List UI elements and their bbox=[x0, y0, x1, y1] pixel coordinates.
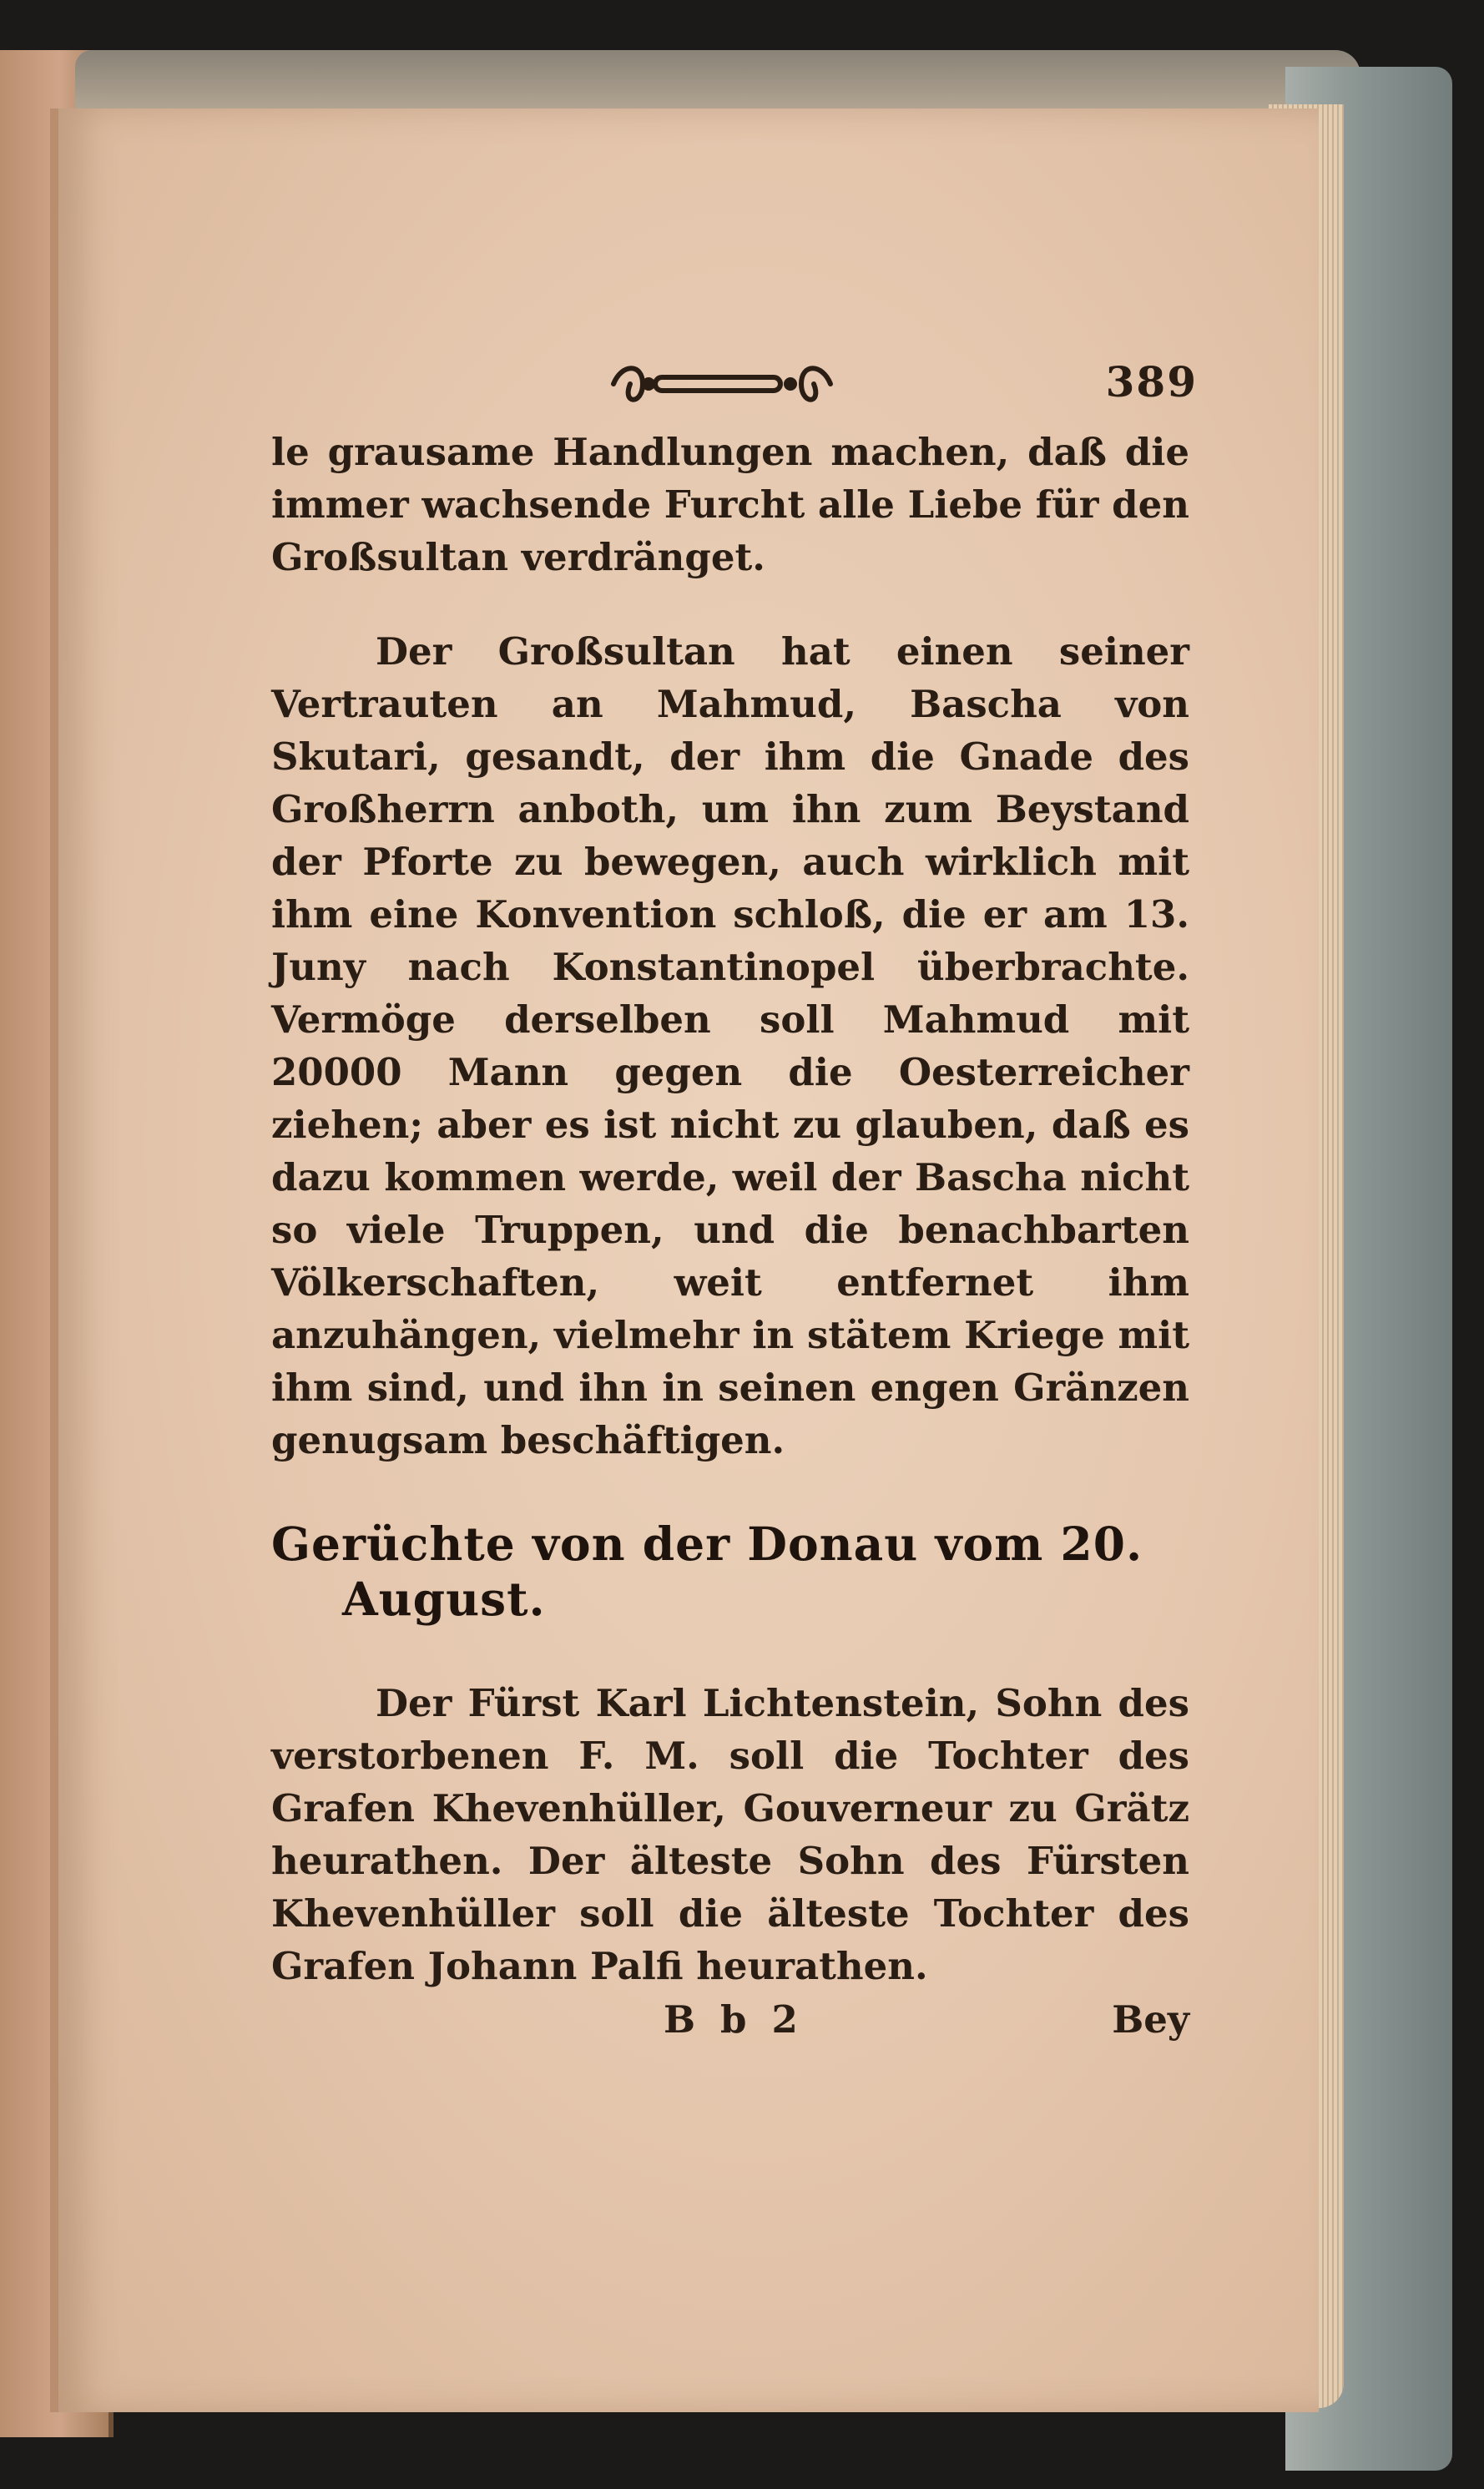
page-footer bbox=[271, 1997, 1189, 2064]
signature-mark: Bb2 bbox=[664, 1997, 823, 2042]
ornament-rule-icon bbox=[597, 351, 847, 417]
paragraph-continuation: le grausame Handlungen machen, daß die immer wachsende Furcht alle Liebe für den Großsultan verdränget. bbox=[271, 430, 1189, 579]
catchword: Bey bbox=[1112, 1997, 1189, 2042]
paragraph-skutari: Der Großsultan hat einen seiner Vertrauten an Mahmud, Bascha von Skutari, gesandt, der ihm die Gnade des Großherrn anboth, um ihn zum Beystand der Pforte zu bewegen, auch wirklich mit ihm eine Konvention schloß, die er am 13. Juny nach Konstantinopel überbrachte. Vermöge derselben soll Mahmud mit 20000 Mann gegen die Oesterreicher ziehen; aber es ist nicht zu glauben, daß es dazu kommen werde, weil der Bascha nicht so viele Truppen, und die benachbarten Völkerschaften, weit entfernet ihm anzuhängen, vielmehr in stätem Kriege mit ihm sind, und ihn in seinen engen Gränzen genugsam beschäftigen. bbox=[271, 629, 1189, 1462]
book-page bbox=[50, 109, 1319, 2412]
page-number: 389 bbox=[1105, 357, 1198, 406]
cover-top-edge bbox=[75, 50, 1360, 117]
page-header bbox=[271, 351, 1198, 426]
page-text-block bbox=[271, 351, 1198, 2064]
section-heading: Gerüchte von der Donau vom 20. August. bbox=[271, 1517, 1143, 1626]
paragraph-lichtenstein: Der Fürst Karl Lichtenstein, Sohn des verstorbenen F. M. soll die Tochter des Grafen Khevenhüller, Gouverneur zu Grätz heurathen. Der älteste Sohn des Fürsten Khevenhüller soll die älteste Tochter des Grafen Johann Palfi heurathen. bbox=[271, 1681, 1189, 1988]
